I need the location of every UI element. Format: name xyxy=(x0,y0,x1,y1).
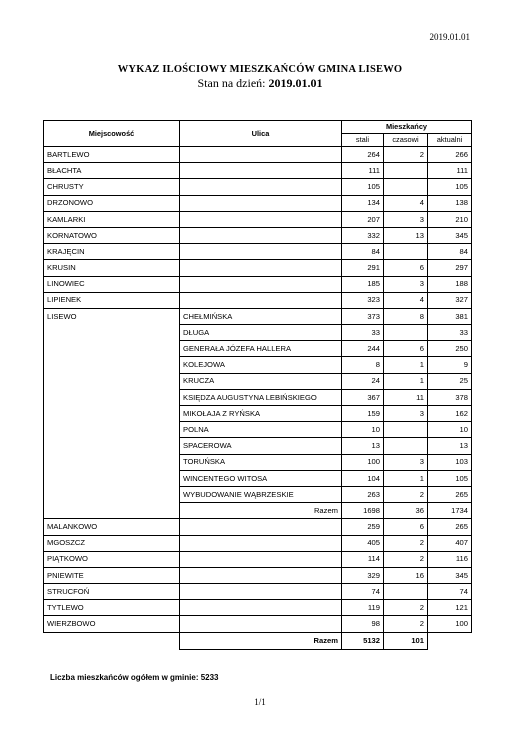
locality-cell: KRUSIN xyxy=(44,260,180,276)
subtotal-current: 1734 xyxy=(428,503,472,519)
street-cell xyxy=(180,244,342,260)
permanent-cell: 10 xyxy=(342,422,384,438)
permanent-cell: 185 xyxy=(342,276,384,292)
street-cell xyxy=(180,535,342,551)
permanent-cell: 74 xyxy=(342,584,384,600)
street-cell xyxy=(180,260,342,276)
permanent-cell: 134 xyxy=(342,195,384,211)
street-cell xyxy=(180,292,342,308)
table-row xyxy=(44,211,472,227)
temporary-cell xyxy=(384,179,428,195)
temporary-cell: 4 xyxy=(384,195,428,211)
current-cell: 13 xyxy=(428,438,472,454)
permanent-cell: 264 xyxy=(342,147,384,163)
locality-cell: STRUCFOŃ xyxy=(44,584,180,600)
table-row xyxy=(44,584,472,600)
current-cell: 103 xyxy=(428,454,472,470)
temporary-cell xyxy=(384,584,428,600)
temporary-cell: 1 xyxy=(384,373,428,389)
temporary-cell: 2 xyxy=(384,535,428,551)
street-cell: WYBUDOWANIE WĄBRZESKIE xyxy=(180,486,342,502)
current-cell: 162 xyxy=(428,406,472,422)
street-cell: KSIĘDZA AUGUSTYNA LEBIŃSKIEGO xyxy=(180,389,342,405)
street-cell: MIKOŁAJA Z RYŃSKA xyxy=(180,406,342,422)
temporary-cell: 6 xyxy=(384,519,428,535)
table-row xyxy=(44,147,472,163)
street-cell xyxy=(180,616,342,632)
street-cell xyxy=(180,519,342,535)
permanent-cell: 263 xyxy=(342,486,384,502)
street-cell: KRUCZA xyxy=(180,373,342,389)
table-row xyxy=(44,260,472,276)
temporary-cell: 2 xyxy=(384,551,428,567)
total-summary: Liczba mieszkańców ogółem w gminie: 5233 xyxy=(50,673,219,682)
street-cell: SPACEROWA xyxy=(180,438,342,454)
document-subtitle xyxy=(0,76,520,91)
header-current: aktualni xyxy=(428,134,472,147)
locality-cell: KORNATOWO xyxy=(44,227,180,243)
street-cell xyxy=(180,195,342,211)
permanent-cell: 405 xyxy=(342,535,384,551)
subtotal-label: Razem xyxy=(180,503,342,519)
locality-cell: LIPIENEK xyxy=(44,292,180,308)
street-cell xyxy=(180,227,342,243)
temporary-cell: 1 xyxy=(384,357,428,373)
temporary-cell: 11 xyxy=(384,389,428,405)
header-residents: Mieszkańcy xyxy=(342,121,472,134)
locality-cell: TYTLEWO xyxy=(44,600,180,616)
street-cell xyxy=(180,584,342,600)
permanent-cell: 8 xyxy=(342,357,384,373)
current-cell: 10 xyxy=(428,422,472,438)
total-blank xyxy=(44,632,180,649)
permanent-cell: 24 xyxy=(342,373,384,389)
permanent-cell: 159 xyxy=(342,406,384,422)
table-row xyxy=(44,519,472,535)
table-header xyxy=(44,121,472,147)
temporary-cell: 3 xyxy=(384,406,428,422)
temporary-cell: 2 xyxy=(384,600,428,616)
permanent-cell: 13 xyxy=(342,438,384,454)
locality-cell: KRAJĘCIN xyxy=(44,244,180,260)
current-cell: 381 xyxy=(428,308,472,324)
locality-cell: CHRUSTY xyxy=(44,179,180,195)
table-row xyxy=(44,535,472,551)
table-row xyxy=(44,276,472,292)
temporary-cell: 2 xyxy=(384,147,428,163)
temporary-cell xyxy=(384,438,428,454)
subtotal-permanent: 1698 xyxy=(342,503,384,519)
current-cell: 327 xyxy=(428,292,472,308)
permanent-cell: 329 xyxy=(342,567,384,583)
locality-cell: PNIEWITE xyxy=(44,567,180,583)
street-cell xyxy=(180,211,342,227)
permanent-cell: 84 xyxy=(342,244,384,260)
street-cell xyxy=(180,179,342,195)
permanent-cell: 207 xyxy=(342,211,384,227)
current-cell: 100 xyxy=(428,616,472,632)
street-cell: TORUŃSKA xyxy=(180,454,342,470)
document-title: WYKAZ ILOŚCIOWY MIESZKAŃCÓW GMINA LISEWO xyxy=(117,64,403,75)
current-cell: 121 xyxy=(428,600,472,616)
table-row xyxy=(44,227,472,243)
temporary-cell xyxy=(384,163,428,179)
current-cell: 265 xyxy=(428,519,472,535)
page-number: 1/1 xyxy=(254,697,266,707)
current-cell: 210 xyxy=(428,211,472,227)
street-cell: CHEŁMIŃSKA xyxy=(180,308,342,324)
temporary-cell xyxy=(384,244,428,260)
temporary-cell: 2 xyxy=(384,616,428,632)
current-cell: 345 xyxy=(428,567,472,583)
street-cell: KOLEJOWA xyxy=(180,357,342,373)
table-row xyxy=(44,567,472,583)
permanent-cell: 323 xyxy=(342,292,384,308)
temporary-cell: 2 xyxy=(384,486,428,502)
permanent-cell: 373 xyxy=(342,308,384,324)
locality-cell: LISEWO xyxy=(44,308,180,518)
table-row xyxy=(44,616,472,632)
street-cell: POLNA xyxy=(180,422,342,438)
street-cell xyxy=(180,551,342,567)
table-row xyxy=(44,163,472,179)
permanent-cell: 98 xyxy=(342,616,384,632)
temporary-cell: 16 xyxy=(384,567,428,583)
header-locality: Miejscowość xyxy=(44,121,180,147)
permanent-cell: 114 xyxy=(342,551,384,567)
current-cell: 105 xyxy=(428,179,472,195)
residents-table xyxy=(43,120,472,650)
header-date: 2019.01.01 xyxy=(429,32,470,42)
locality-cell: MALANKOWO xyxy=(44,519,180,535)
table-body xyxy=(44,147,472,650)
table-row xyxy=(44,292,472,308)
header-permanent: stali xyxy=(342,134,384,147)
permanent-cell: 104 xyxy=(342,470,384,486)
permanent-cell: 33 xyxy=(342,325,384,341)
current-cell: 266 xyxy=(428,147,472,163)
temporary-cell: 3 xyxy=(384,276,428,292)
permanent-cell: 119 xyxy=(342,600,384,616)
total-blank xyxy=(428,632,472,649)
street-cell: DŁUGA xyxy=(180,325,342,341)
temporary-cell: 1 xyxy=(384,470,428,486)
total-temporary: 101 xyxy=(384,632,428,649)
current-cell: 345 xyxy=(428,227,472,243)
temporary-cell: 13 xyxy=(384,227,428,243)
current-cell: 25 xyxy=(428,373,472,389)
permanent-cell: 105 xyxy=(342,179,384,195)
current-cell: 111 xyxy=(428,163,472,179)
table-row xyxy=(44,551,472,567)
table-row xyxy=(44,195,472,211)
total-label: Razem xyxy=(180,632,342,649)
total-row xyxy=(44,632,472,649)
current-cell: 265 xyxy=(428,486,472,502)
current-cell: 378 xyxy=(428,389,472,405)
subtotal-temporary: 36 xyxy=(384,503,428,519)
street-cell xyxy=(180,163,342,179)
street-cell xyxy=(180,567,342,583)
locality-cell: LINOWIEC xyxy=(44,276,180,292)
header-temporary: czasowi xyxy=(384,134,428,147)
locality-cell: DRZONOWO xyxy=(44,195,180,211)
current-cell: 105 xyxy=(428,470,472,486)
table-row xyxy=(44,308,472,324)
temporary-cell: 3 xyxy=(384,454,428,470)
street-cell xyxy=(180,276,342,292)
subtitle-date: 2019.01.01 xyxy=(268,76,323,90)
current-cell: 297 xyxy=(428,260,472,276)
street-cell xyxy=(180,600,342,616)
locality-cell: PIĄTKOWO xyxy=(44,551,180,567)
total-permanent: 5132 xyxy=(342,632,384,649)
header-street: Ulica xyxy=(180,121,342,147)
street-cell: WINCENTEGO WITOSA xyxy=(180,470,342,486)
temporary-cell: 6 xyxy=(384,341,428,357)
current-cell: 407 xyxy=(428,535,472,551)
current-cell: 138 xyxy=(428,195,472,211)
temporary-cell xyxy=(384,422,428,438)
table-row xyxy=(44,244,472,260)
table-row xyxy=(44,179,472,195)
permanent-cell: 291 xyxy=(342,260,384,276)
locality-cell: BARTLEWO xyxy=(44,147,180,163)
locality-cell: WIERZBOWO xyxy=(44,616,180,632)
street-cell xyxy=(180,147,342,163)
current-cell: 188 xyxy=(428,276,472,292)
permanent-cell: 259 xyxy=(342,519,384,535)
table-row xyxy=(44,600,472,616)
permanent-cell: 244 xyxy=(342,341,384,357)
current-cell: 33 xyxy=(428,325,472,341)
permanent-cell: 111 xyxy=(342,163,384,179)
current-cell: 74 xyxy=(428,584,472,600)
temporary-cell: 3 xyxy=(384,211,428,227)
current-cell: 9 xyxy=(428,357,472,373)
current-cell: 84 xyxy=(428,244,472,260)
locality-cell: KAMLARKI xyxy=(44,211,180,227)
permanent-cell: 100 xyxy=(342,454,384,470)
current-cell: 116 xyxy=(428,551,472,567)
temporary-cell: 4 xyxy=(384,292,428,308)
temporary-cell: 8 xyxy=(384,308,428,324)
permanent-cell: 367 xyxy=(342,389,384,405)
locality-cell: BŁACHTA xyxy=(44,163,180,179)
street-cell: GENERAŁA JÓZEFA HALLERA xyxy=(180,341,342,357)
current-cell: 250 xyxy=(428,341,472,357)
temporary-cell: 6 xyxy=(384,260,428,276)
temporary-cell xyxy=(384,325,428,341)
permanent-cell: 332 xyxy=(342,227,384,243)
subtitle-prefix: Stan na dzień: xyxy=(197,76,266,90)
locality-cell: MGOSZCZ xyxy=(44,535,180,551)
